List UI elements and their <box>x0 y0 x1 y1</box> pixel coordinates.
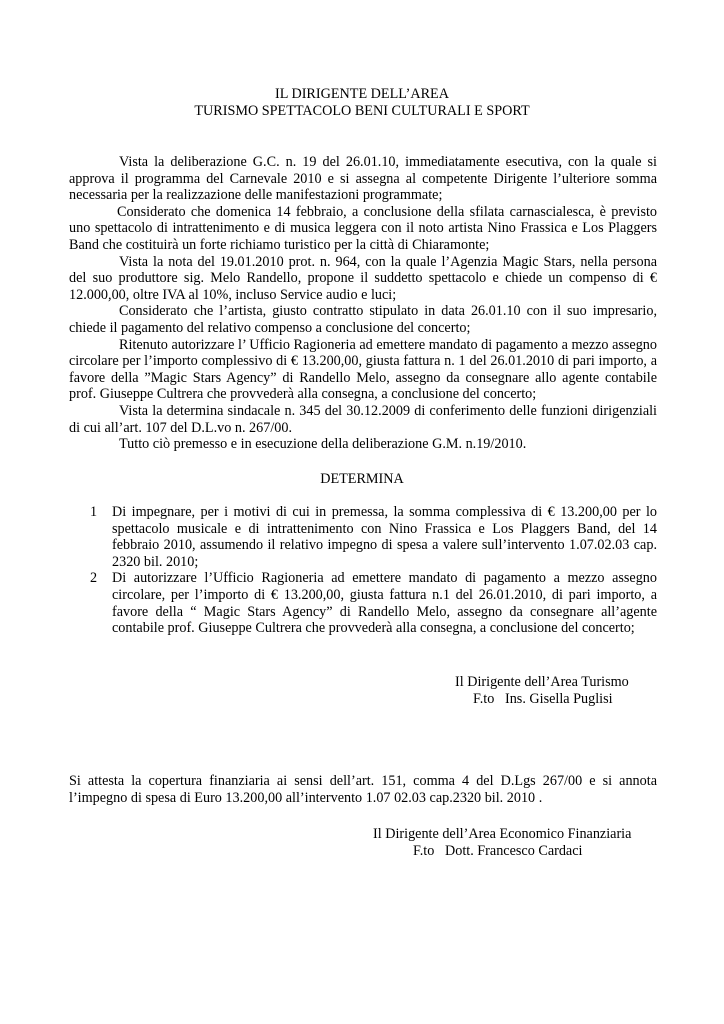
premises-section <box>69 154 657 453</box>
signature-finance <box>373 826 693 859</box>
premise-paragraph: Vista la determina sindacale n. 345 del 30.12.2009 di conferimento delle funzioni dirigenziali di cui all’art. 107 del D.L.vo n. 267/00. <box>69 402 657 436</box>
item-number: 2 <box>90 570 98 587</box>
document-header <box>0 86 724 120</box>
signature-title: Il Dirigente dell’Area Economico Finanziaria <box>373 826 632 842</box>
attestation-paragraph: Si attesta la copertura finanziaria ai sensi dell’art. 151, comma 4 del D.Lgs 267/00 e si annota l’impegno di spesa di Euro 13.200,00 all’intervento 1.07 02.03 cap.2320 bil. 2010 . <box>69 773 657 806</box>
list-item <box>90 570 657 636</box>
premise-paragraph: Considerato che domenica 14 febbraio, a conclusione della sfilata carnascialesca, è previsto uno spettacolo di intrattenimento e di musica leggera con il noto artista Nino Frassica e Los Plaggers Band che costituirà un forte richiamo turistico per la città di Chiaramonte; <box>69 203 657 253</box>
list-item <box>90 504 657 570</box>
determina-items <box>90 504 657 637</box>
item-text: Di impegnare, per i motivi di cui in premessa, la somma complessiva di € 13.200,00 per lo spettacolo musicale e di intrattenimento con Nino Frassica e Los Plaggers Band, del 14 febbraio 2010, assumendo il relativo impegno di spesa a valere sull’intervento 1.07.02.03 cap. 2320 bil. 2010; <box>112 504 657 570</box>
signature-title: Il Dirigente dell’Area Turismo <box>455 674 629 690</box>
premise-paragraph: Considerato che l’artista, giusto contratto stipulato in data 26.01.10 con il suo impresario, chiede il pagamento del relativo compenso a conclusione del concerto; <box>69 303 657 336</box>
signature-tourism <box>455 674 685 707</box>
signature-name: F.to Dott. Francesco Cardaci <box>413 842 583 859</box>
premise-paragraph: Ritenuto autorizzare l’ Ufficio Ragioneria ad emettere mandato di pagamento a mezzo assegno circolare per l’importo complessivo di € 13.200,00, giusta fattura n. 1 del 26.01.2010 di pari importo, a favore della ”Magic Stars Agency” di Randello Melo, assegno da consegnare allo agente contabile prof. Giuseppe Cultrera che provvederà alla consegna, a conclusione del concerto; <box>69 336 657 403</box>
item-number: 1 <box>90 504 98 520</box>
premise-paragraph: Vista la nota del 19.01.2010 prot. n. 964, con la quale l’Agenzia Magic Stars, nella persona del suo produttore sig. Melo Randello, propone il suddetto spettacolo e chiede un compenso di € 12.000,00, oltre IVA al 10%, incluso Service audio e luci; <box>69 253 657 303</box>
determina-heading: DETERMINA <box>320 471 404 487</box>
item-text: Di autorizzare l’Ufficio Ragioneria ad emettere mandato di pagamento a mezzo assegno circolare, per l’importo di € 13.200,00, giusta fattura n.1 del 26.01.2010, di pari importo, a favore della “ Magic Stars Agency” di Randello Melo, assegno da consegnare all’agente contabile prof. Giuseppe Cultrera che provvederà alla consegna, a conclusione del concerto; <box>112 570 657 637</box>
header-line-1: IL DIRIGENTE DELL’AREA <box>275 86 449 102</box>
header-line-2: TURISMO SPETTACOLO BENI CULTURALI E SPORT <box>194 103 530 119</box>
premise-paragraph: Tutto ciò premesso e in esecuzione della deliberazione G.M. n.19/2010. <box>119 436 527 453</box>
signature-name: F.to Ins. Gisella Puglisi <box>473 690 613 707</box>
premise-paragraph: Vista la deliberazione G.C. n. 19 del 26.01.10, immediatamente esecutiva, con la quale si approva il programma del Carnevale 2010 e si assegna al competente Dirigente l’ulteriore somma necessaria per la realizzazione delle manifestazioni programmate; <box>69 154 657 204</box>
